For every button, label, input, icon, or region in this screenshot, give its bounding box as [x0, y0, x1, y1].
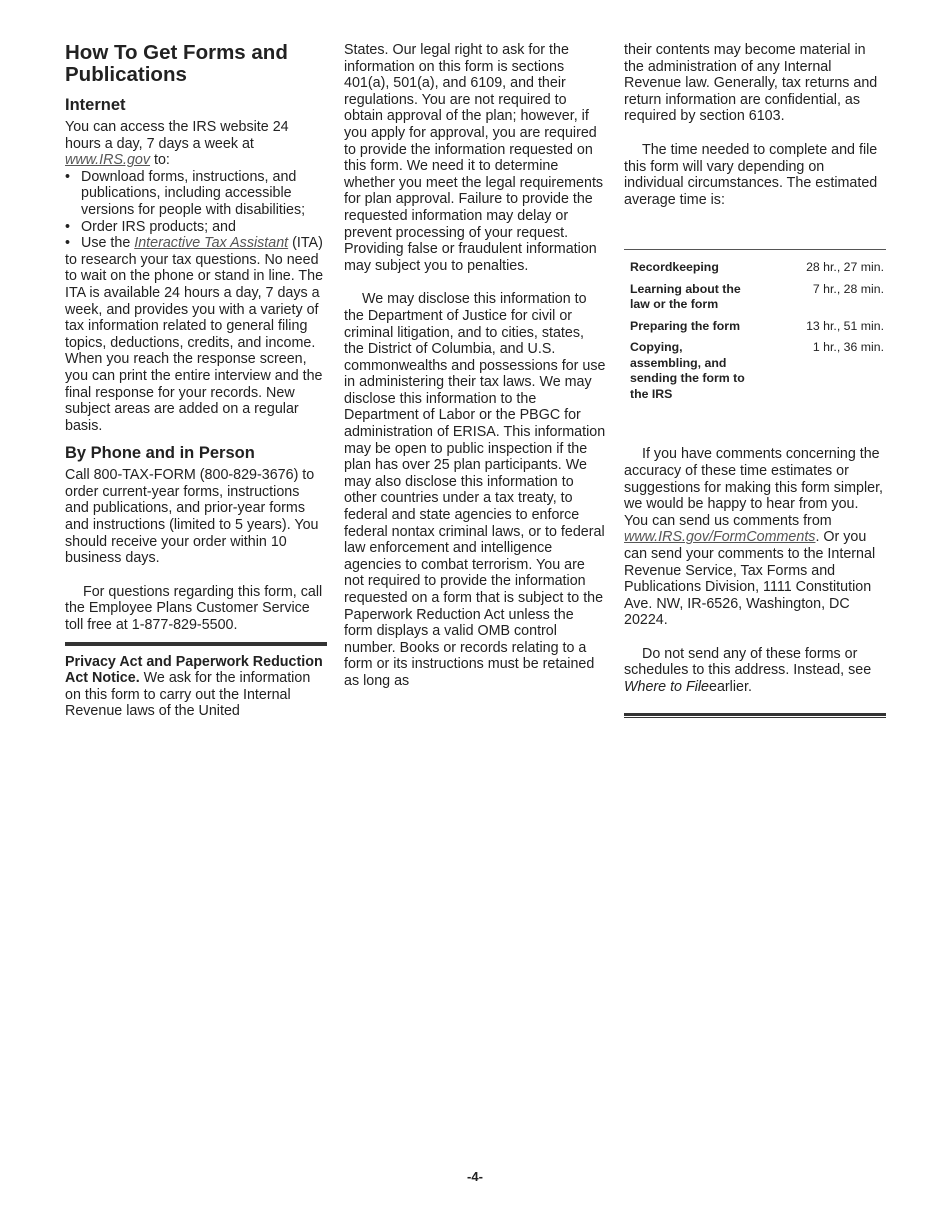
do-not-send-paragraph: Do not send any of these forms or schedules to this address. Instead, see Where to Fileearlier.	[624, 645, 872, 696]
bullet-item-ita: • Use the Interactive Tax Assistant (ITA) to research your tax questions. No need to wait on the phone or stand in line. The ITA is available 24 hours a day, 7 days a week, and provides you with a variety of tax information related to general filing topics, deductions, credits, and income. When you reach the response screen, you can print the entire interview and the final response for your records. New subject areas are added on a regular basis.	[65, 235, 324, 434]
column-2	[344, 42, 606, 690]
activity-cell: Recordkeeping	[630, 260, 719, 275]
time-estimate-table	[624, 258, 886, 406]
activity-cell: Copying, assembling, and sending the form to the IRS	[630, 340, 745, 401]
interactive-tax-assistant-link[interactable]: Interactive Tax Assistant	[134, 235, 289, 252]
form-comments-link[interactable]: www.IRS.gov/FormComments	[624, 529, 816, 546]
phone-paragraph: Call 800-TAX-FORM (800-829-3676) to order current-year forms, instructions and publications, and prior-year forms and instructions (limited to 5 years). You should receive your order within 10 business days.	[65, 467, 319, 567]
section-title-how-to-get-forms: How To Get Forms and Publications	[65, 41, 288, 86]
column-1	[65, 42, 327, 720]
table-top-rule	[624, 249, 886, 250]
subheading-phone-in-person: By Phone and in Person	[65, 444, 255, 463]
subheading-internet: Internet	[65, 96, 126, 114]
time-cell: 13 hr., 51 min.	[806, 318, 884, 333]
privacy-paragraph: Privacy Act and Paperwork Reduction Act Notice. We ask for the information on this form to carry out the Internal Revenue laws of the United	[65, 653, 323, 720]
time-cell: 1 hr., 36 min.	[812, 340, 884, 355]
irs-website-link[interactable]: www.IRS.gov	[65, 152, 151, 169]
internet-intro: You can access the IRS website 24 hours a day, 7 days a week at www.IRS.gov to:	[65, 119, 289, 169]
bullet-text: Order IRS products; and	[81, 218, 236, 235]
page-number: -4-	[467, 1169, 483, 1184]
table-row	[624, 280, 886, 317]
section-divider	[65, 642, 327, 646]
bullet-text: Download forms, instructions, and publications, including accessible versions for people with disabilities;	[81, 168, 306, 218]
bullet-item	[65, 169, 327, 219]
table-row	[624, 317, 886, 339]
activity-cell: Preparing the form	[630, 318, 741, 333]
table-row	[624, 258, 886, 280]
table-row	[624, 338, 886, 406]
comments-paragraph: If you have comments concerning the accuracy of these time estimates or suggestions for making this form simpler, we would be happy to hear from you. You can send us comments from www.IRS.gov/FormComments. Or you can send your comments to the Internal Revenue Service, Tax Forms and Publications Division, 1111 Constitution Ave. NW, IR-6526, Washington, DC 20224.	[624, 446, 884, 629]
column-3	[624, 42, 886, 718]
disclosure-paragraph: We may disclose this information to the Department of Justice for civil or criminal litigation, and to cities, states, the District of Columbia, and U.S. commonwealths and possessions for use in administering their tax laws. We may disclose this information to the Department of Labor or the PBGC for administration of ERISA. This information may be open to public inspection if the plan has over 25 plan participants. We may also disclose this information to other countries under a tax treaty, to federal and state agencies to enforce federal nontax criminal laws, or to federal law enforcement and intelligence agencies to combat terrorism. You are not required to provide the information requested on a form that is subject to the Paperwork Reduction Act unless the form displays a valid OMB control number. Books or records relating to a form or its instructions must be retained as long as	[344, 291, 606, 689]
privacy-title: Privacy Act and Paperwork Reduction Act Notice.	[65, 653, 323, 687]
bullet-item	[65, 219, 327, 236]
privacy-continued-paragraph: States. Our legal right to ask for the information on this form is sections 401(a), 501(a), and 6109, and their regulations. You are not required to obtain approval of the plan; however, if you apply for approval, you are required to provide the information requested on this form. We need it to determine whether you meet the legal requirements for plan approval. Failure to provide the requested information may delay or prevent processing of your request. Providing false or fraudulent information may subject you to penalties.	[344, 42, 604, 274]
where-to-file-reference: Where to File	[624, 679, 710, 696]
questions-paragraph: For questions regarding this form, call the Employee Plans Customer Service toll free at 1-877-829-5500.	[65, 583, 323, 634]
end-of-section-rule	[624, 713, 886, 718]
activity-cell: Learning about the law or the form	[630, 281, 741, 312]
time-cell: 28 hr., 27 min.	[806, 260, 884, 275]
confidentiality-paragraph: their contents may become material in the administration of any Internal Revenue law. Generally, tax returns and return information are confidential, as required by section 6103.	[624, 42, 878, 125]
time-estimate-intro: The time needed to complete and file this form will vary depending on individual circumstances. The estimated average time is:	[624, 141, 878, 208]
bullet-icon: •	[65, 235, 71, 252]
time-cell: 7 hr., 28 min.	[812, 281, 884, 296]
bullet-icon: •	[65, 218, 71, 235]
bullet-icon: •	[65, 168, 71, 185]
